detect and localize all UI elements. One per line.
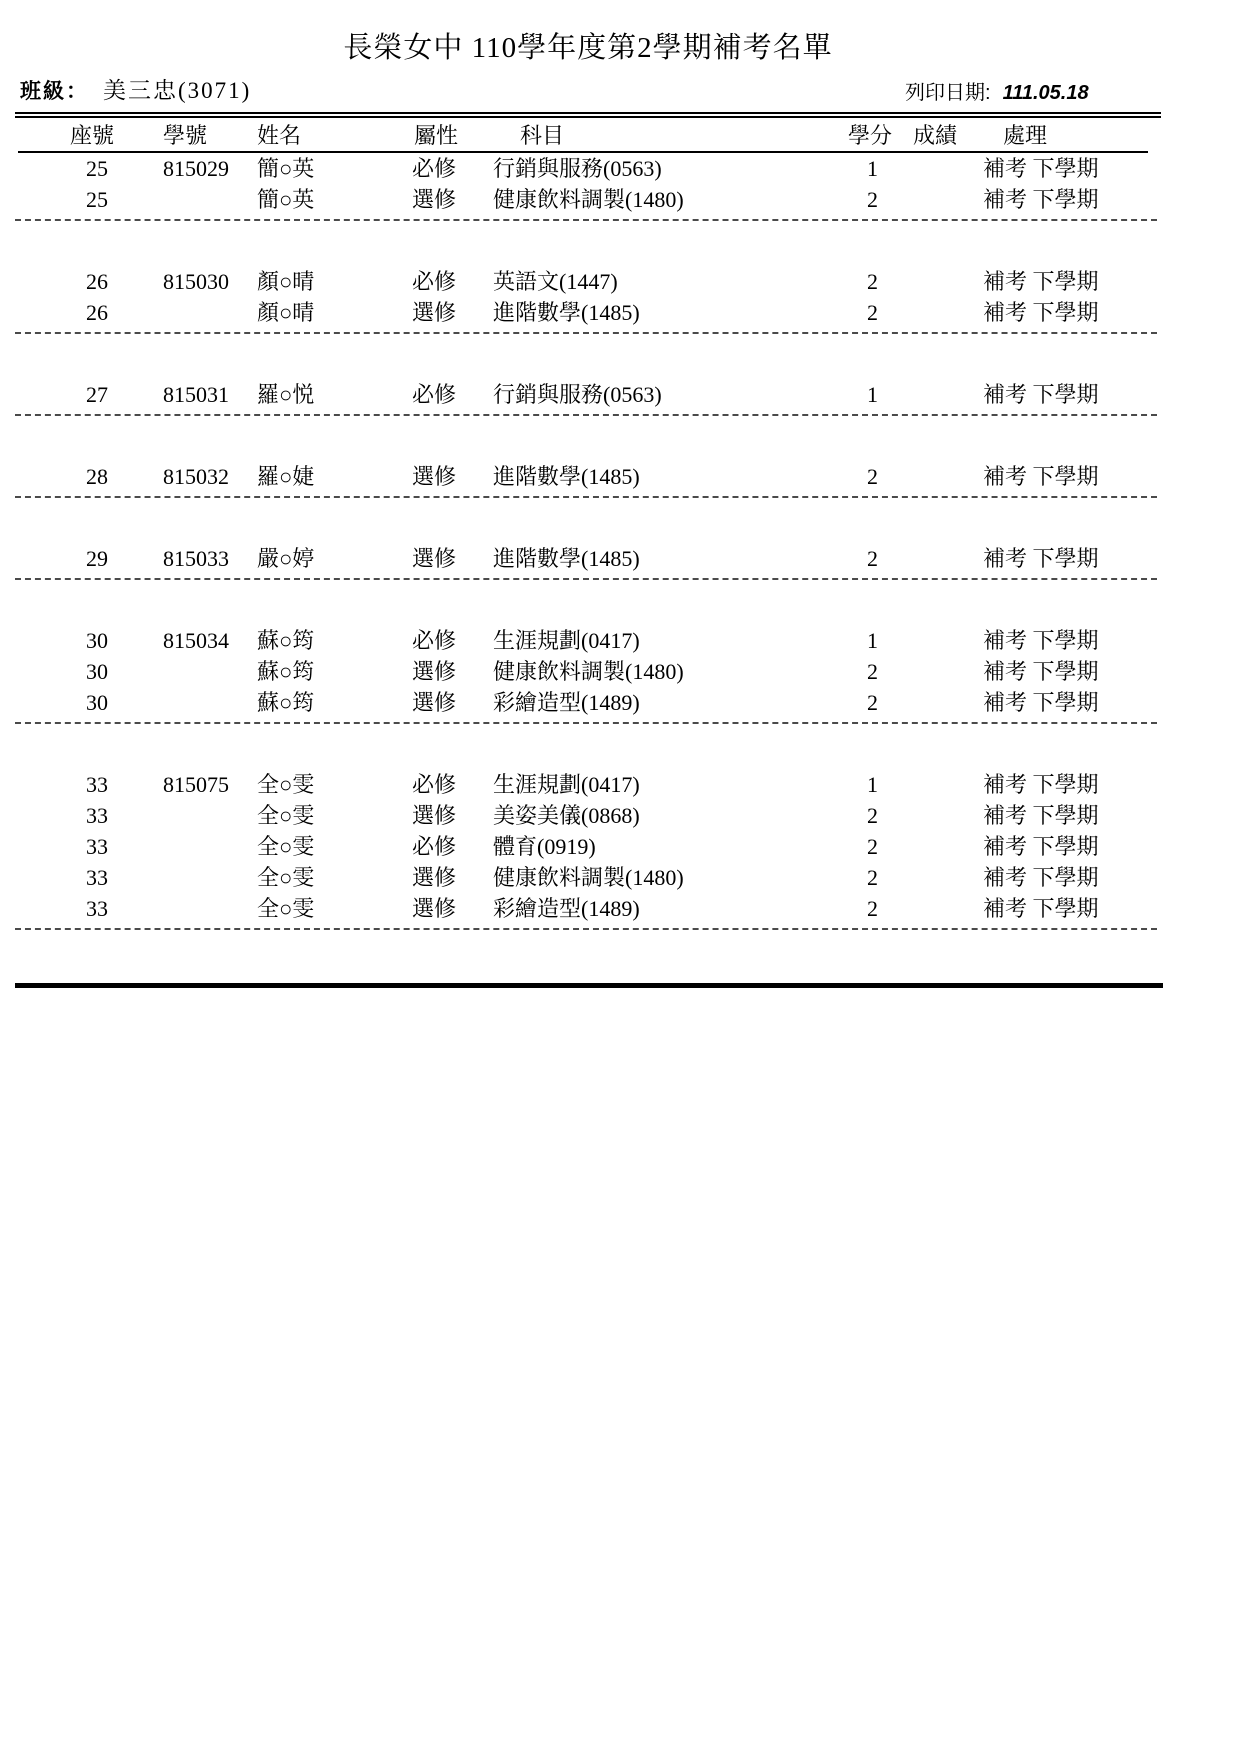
cell-name: 全○雯 xyxy=(257,772,315,797)
column-header-score: 成績 xyxy=(913,123,958,148)
cell-credits: 2 xyxy=(867,300,878,325)
student-group xyxy=(0,266,1240,334)
cell-subject: 彩繪造型(1489) xyxy=(493,896,640,921)
cell-seat: 25 xyxy=(86,187,108,212)
cell-credits: 1 xyxy=(867,382,878,407)
table-row xyxy=(0,769,1240,800)
cell-action: 補考 下學期 xyxy=(983,628,1099,653)
cell-seat: 30 xyxy=(86,690,108,715)
group-separator xyxy=(15,722,1157,724)
cell-seat: 33 xyxy=(86,803,108,828)
student-group xyxy=(0,153,1240,221)
student-group xyxy=(0,461,1240,498)
column-header-credits: 學分 xyxy=(847,123,892,148)
group-separator xyxy=(15,928,1157,930)
cell-attribute: 必修 xyxy=(412,156,457,181)
cell-credits: 2 xyxy=(867,659,878,684)
group-separator xyxy=(15,578,1157,580)
cell-name: 全○雯 xyxy=(257,896,315,921)
cell-subject: 體育(0919) xyxy=(493,834,596,859)
print-date-row xyxy=(905,80,1089,106)
cell-credits: 1 xyxy=(867,628,878,653)
cell-credits: 2 xyxy=(867,865,878,890)
cell-action: 補考 下學期 xyxy=(983,772,1099,797)
cell-student-id: 815032 xyxy=(163,464,229,489)
page-title: 長榮女中 110學年度第2學期補考名單 xyxy=(343,32,833,64)
group-separator xyxy=(15,219,1157,221)
table-header-row xyxy=(0,120,1240,151)
cell-attribute: 選修 xyxy=(412,896,457,921)
table-row xyxy=(0,656,1240,687)
cell-name: 全○雯 xyxy=(257,803,315,828)
cell-action: 補考 下學期 xyxy=(983,187,1099,212)
cell-credits: 2 xyxy=(867,803,878,828)
class-row xyxy=(20,76,251,106)
cell-subject: 美姿美儀(0868) xyxy=(493,803,640,828)
student-group xyxy=(0,379,1240,416)
cell-attribute: 必修 xyxy=(412,772,457,797)
cell-attribute: 必修 xyxy=(412,834,457,859)
cell-credits: 2 xyxy=(867,464,878,489)
header-double-rule xyxy=(15,112,1161,118)
cell-action: 補考 下學期 xyxy=(983,382,1099,407)
table-row xyxy=(0,266,1240,297)
student-group xyxy=(0,625,1240,724)
cell-action: 補考 下學期 xyxy=(983,690,1099,715)
print-date-value: 111.05.18 xyxy=(1002,82,1089,104)
table-row xyxy=(0,461,1240,492)
cell-student-id: 815031 xyxy=(163,382,229,407)
cell-subject: 行銷與服務(0563) xyxy=(493,156,662,181)
cell-action: 補考 下學期 xyxy=(983,834,1099,859)
cell-name: 蘇○筠 xyxy=(257,690,315,715)
cell-action: 補考 下學期 xyxy=(983,865,1099,890)
column-header-studentid: 學號 xyxy=(163,123,208,148)
cell-action: 補考 下學期 xyxy=(983,546,1099,571)
column-header-attribute: 屬性 xyxy=(414,123,459,148)
cell-action: 補考 下學期 xyxy=(983,464,1099,489)
cell-name: 蘇○筠 xyxy=(257,659,315,684)
cell-name: 顏○晴 xyxy=(257,269,315,294)
cell-attribute: 選修 xyxy=(412,300,457,325)
table-row xyxy=(0,543,1240,574)
cell-subject: 進階數學(1485) xyxy=(493,464,640,489)
cell-seat: 25 xyxy=(86,156,108,181)
cell-credits: 1 xyxy=(867,156,878,181)
column-header-subject: 科目 xyxy=(520,123,565,148)
cell-name: 簡○英 xyxy=(257,156,315,181)
student-group xyxy=(0,543,1240,580)
table-row xyxy=(0,297,1240,328)
cell-attribute: 必修 xyxy=(412,269,457,294)
cell-subject: 健康飲料調製(1480) xyxy=(493,659,684,684)
cell-subject: 健康飲料調製(1480) xyxy=(493,187,684,212)
student-group xyxy=(0,769,1240,930)
cell-name: 簡○英 xyxy=(257,187,315,212)
cell-name: 全○雯 xyxy=(257,865,315,890)
cell-credits: 2 xyxy=(867,269,878,294)
column-header-name: 姓名 xyxy=(257,123,302,148)
table-body xyxy=(0,153,1240,975)
cell-seat: 30 xyxy=(86,659,108,684)
cell-action: 補考 下學期 xyxy=(983,803,1099,828)
cell-name: 羅○悦 xyxy=(257,382,315,407)
cell-seat: 26 xyxy=(86,269,108,294)
cell-action: 補考 下學期 xyxy=(983,300,1099,325)
group-separator xyxy=(15,496,1157,498)
cell-name: 顏○晴 xyxy=(257,300,315,325)
cell-action: 補考 下學期 xyxy=(983,269,1099,294)
cell-name: 全○雯 xyxy=(257,834,315,859)
table-row xyxy=(0,862,1240,893)
cell-subject: 英語文(1447) xyxy=(493,269,618,294)
cell-student-id: 815034 xyxy=(163,628,229,653)
cell-subject: 行銷與服務(0563) xyxy=(493,382,662,407)
cell-name: 嚴○婷 xyxy=(257,546,315,571)
cell-subject: 生涯規劃(0417) xyxy=(493,772,640,797)
group-separator xyxy=(15,414,1157,416)
table-row xyxy=(0,184,1240,215)
cell-attribute: 選修 xyxy=(412,690,457,715)
table-row xyxy=(0,379,1240,410)
table-row xyxy=(0,800,1240,831)
cell-credits: 2 xyxy=(867,896,878,921)
table-row xyxy=(0,831,1240,862)
print-date-label: 列印日期: xyxy=(905,82,991,104)
cell-attribute: 選修 xyxy=(412,546,457,571)
cell-attribute: 選修 xyxy=(412,659,457,684)
cell-credits: 2 xyxy=(867,546,878,571)
cell-subject: 彩繪造型(1489) xyxy=(493,690,640,715)
cell-action: 補考 下學期 xyxy=(983,659,1099,684)
cell-seat: 29 xyxy=(86,546,108,571)
cell-name: 蘇○筠 xyxy=(257,628,315,653)
table-row xyxy=(0,687,1240,718)
cell-seat: 33 xyxy=(86,865,108,890)
cell-subject: 進階數學(1485) xyxy=(493,300,640,325)
table-row xyxy=(0,153,1240,184)
class-value: 美三忠(3071) xyxy=(103,78,252,103)
cell-student-id: 815030 xyxy=(163,269,229,294)
table-bottom-rule xyxy=(15,983,1163,988)
cell-attribute: 選修 xyxy=(412,803,457,828)
class-label: 班級： xyxy=(20,79,89,103)
cell-subject: 進階數學(1485) xyxy=(493,546,640,571)
cell-student-id: 815075 xyxy=(163,772,229,797)
cell-credits: 2 xyxy=(867,690,878,715)
column-header-action: 處理 xyxy=(1003,123,1048,148)
cell-attribute: 選修 xyxy=(412,865,457,890)
cell-student-id: 815029 xyxy=(163,156,229,181)
cell-seat: 33 xyxy=(86,772,108,797)
cell-action: 補考 下學期 xyxy=(983,156,1099,181)
cell-attribute: 選修 xyxy=(412,464,457,489)
cell-seat: 33 xyxy=(86,834,108,859)
cell-student-id: 815033 xyxy=(163,546,229,571)
table-row xyxy=(0,625,1240,656)
cell-seat: 30 xyxy=(86,628,108,653)
cell-credits: 2 xyxy=(867,187,878,212)
cell-attribute: 選修 xyxy=(412,187,457,212)
cell-attribute: 必修 xyxy=(412,628,457,653)
group-separator xyxy=(15,332,1157,334)
table-row xyxy=(0,893,1240,924)
cell-subject: 健康飲料調製(1480) xyxy=(493,865,684,890)
cell-seat: 28 xyxy=(86,464,108,489)
cell-subject: 生涯規劃(0417) xyxy=(493,628,640,653)
column-header-seat: 座號 xyxy=(70,123,115,148)
cell-seat: 27 xyxy=(86,382,108,407)
cell-name: 羅○婕 xyxy=(257,464,315,489)
cell-seat: 26 xyxy=(86,300,108,325)
cell-credits: 2 xyxy=(867,834,878,859)
cell-action: 補考 下學期 xyxy=(983,896,1099,921)
cell-credits: 1 xyxy=(867,772,878,797)
cell-attribute: 必修 xyxy=(412,382,457,407)
cell-seat: 33 xyxy=(86,896,108,921)
